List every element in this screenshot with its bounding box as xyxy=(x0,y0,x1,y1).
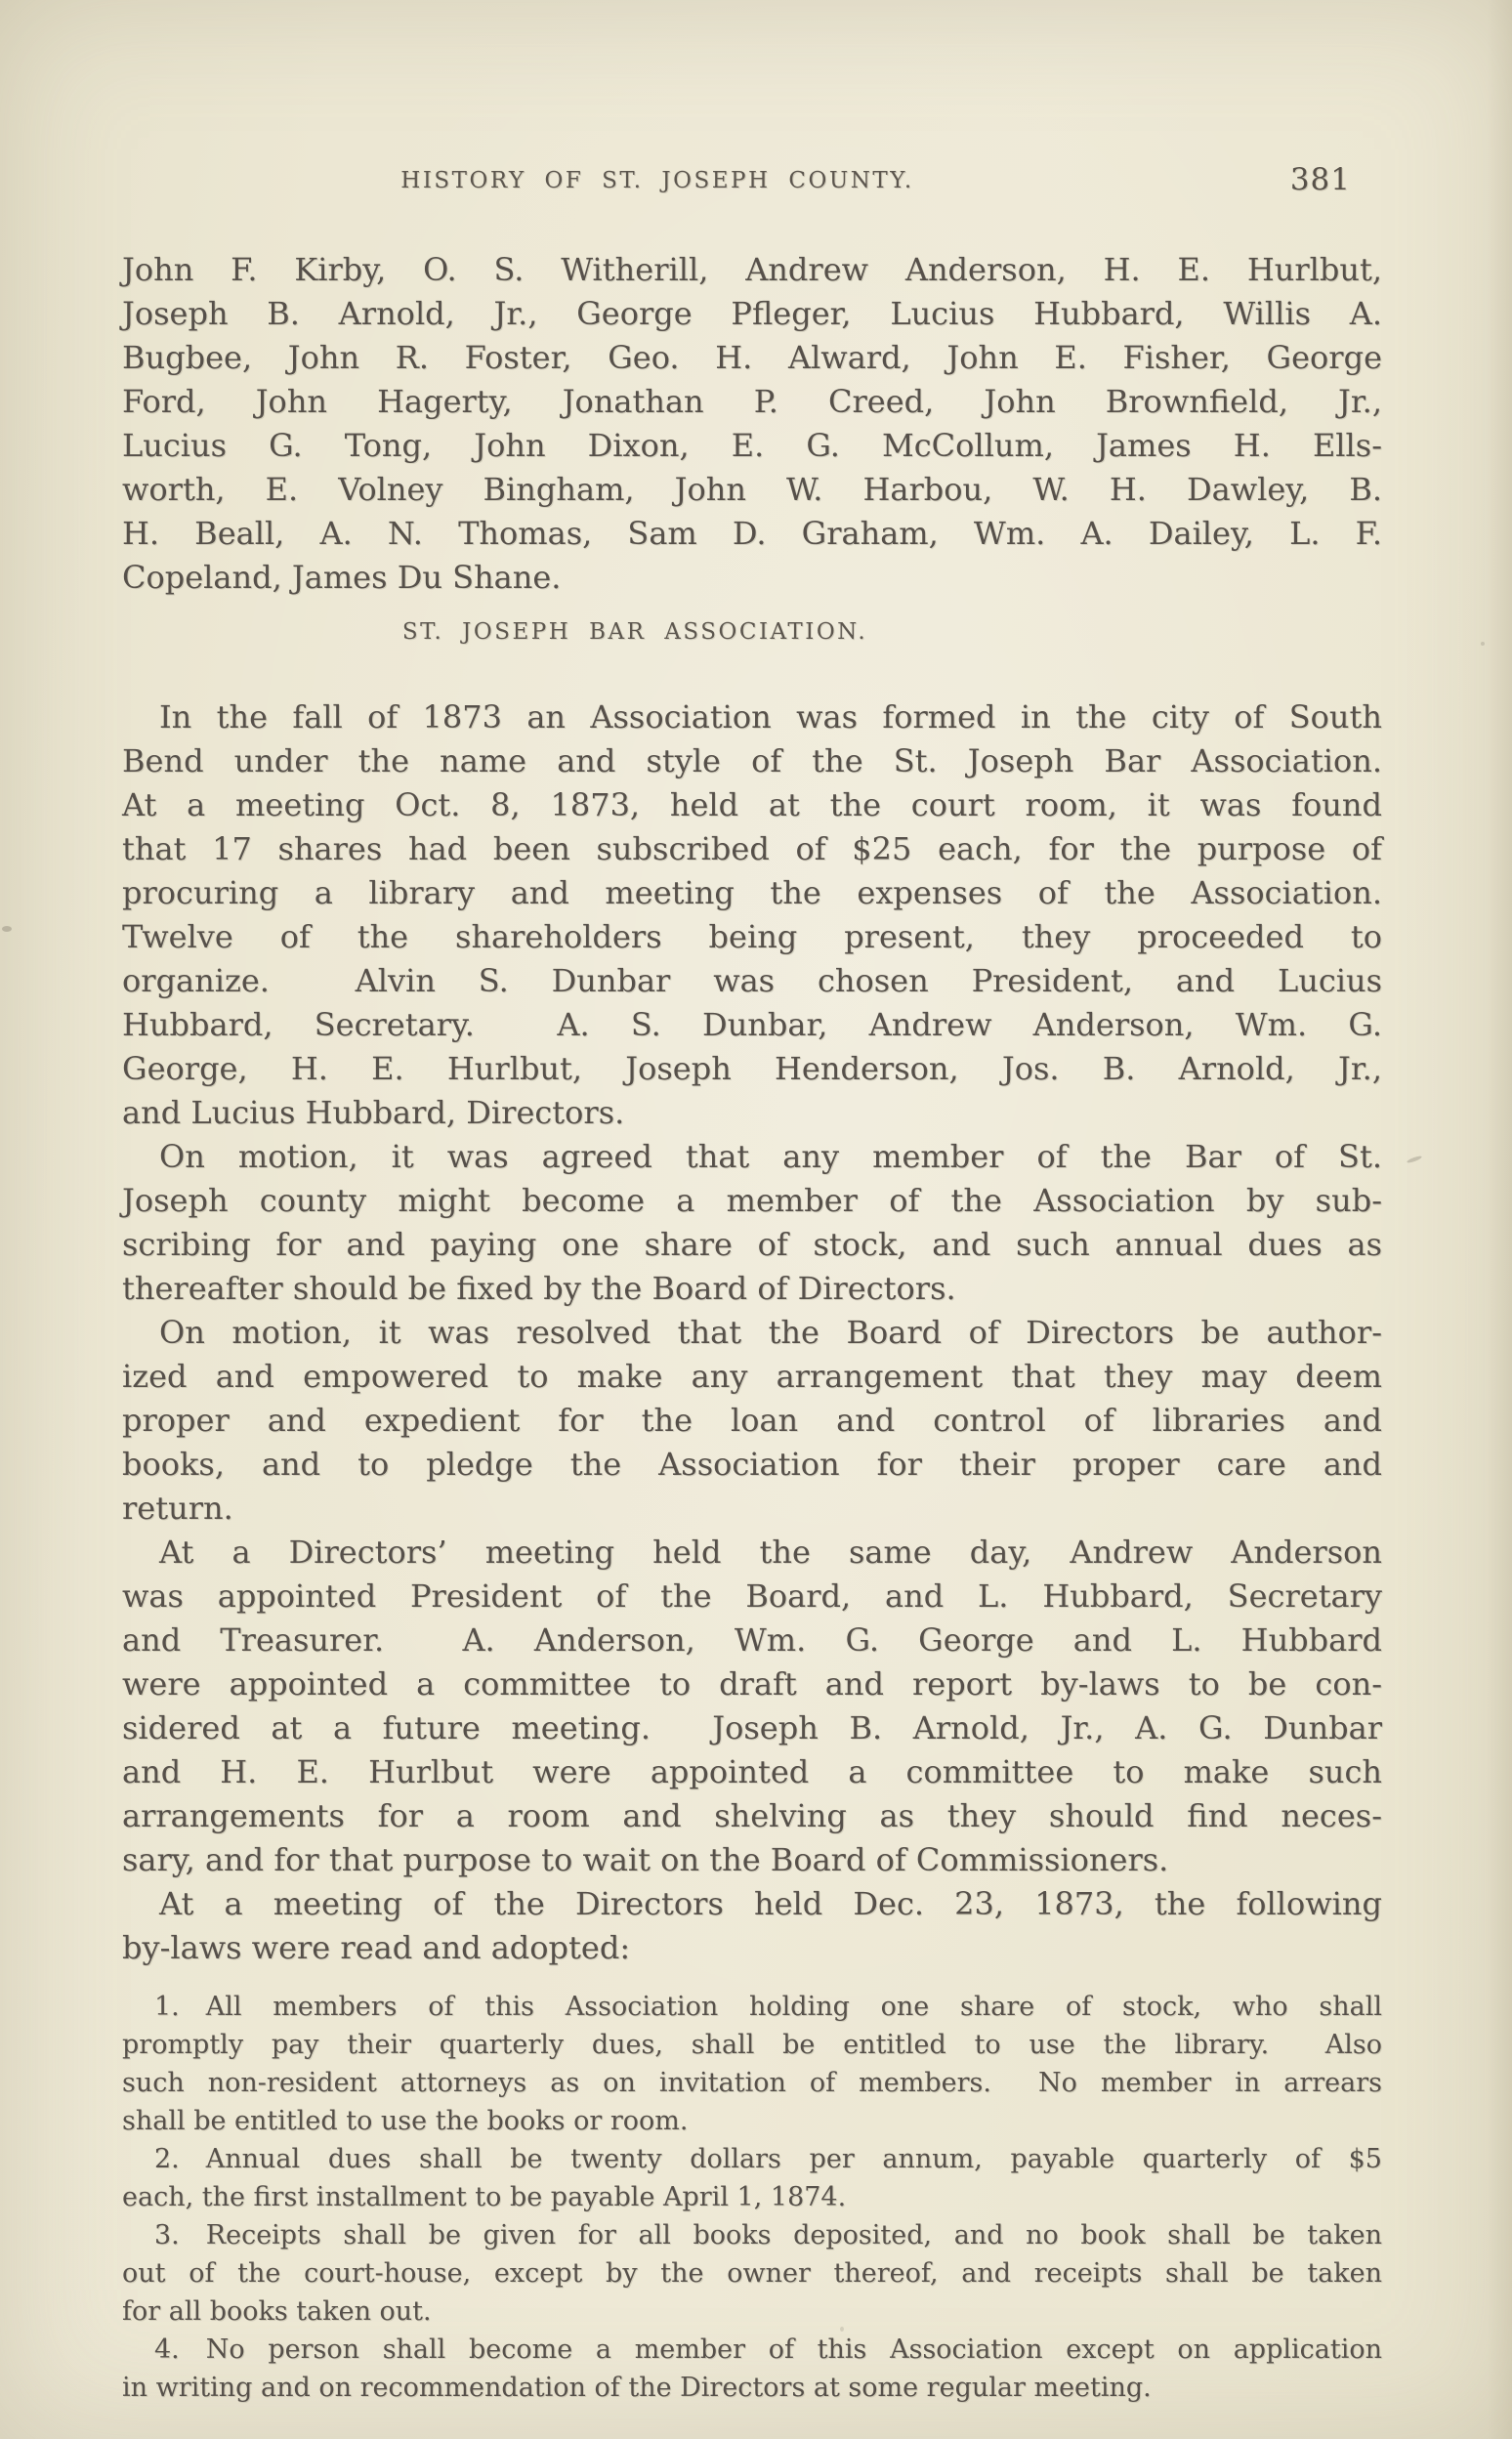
text-line: At a meeting Oct. 8, 1873, held at the court room, it was found xyxy=(122,786,1382,823)
text-line: scribing for and paying one share of stock, and such annual dues as xyxy=(122,1226,1382,1263)
text-line: that 17 shares had been subscribed of $25 each, for the purpose of xyxy=(122,830,1382,867)
text-line: and H. E. Hurlbut were appointed a committee to make such xyxy=(122,1753,1382,1790)
paragraph-membership-motion xyxy=(122,1135,1382,1311)
bylaw-item-1 xyxy=(122,1988,1382,2140)
text-line: such non-resident attorneys as on invitation of members. No member in arrears xyxy=(122,2068,1382,2098)
text-line: and Lucius Hubbard, Directors. xyxy=(122,1094,625,1131)
text-line: H. Beall, A. N. Thomas, Sam D. Graham, Wm. A. Dailey, L. F. xyxy=(122,515,1382,552)
text-line: Lucius G. Tong, John Dixon, E. G. McCollum, James H. Ells- xyxy=(122,427,1382,464)
text-line: procuring a library and meeting the expenses of the Association. xyxy=(122,874,1382,911)
bylaws-list xyxy=(122,1988,1382,2407)
paper-speck xyxy=(2,926,12,932)
bylaw-item-2 xyxy=(122,2140,1382,2216)
text-line: Ford, John Hagerty, Jonathan P. Creed, John Brownfield, Jr., xyxy=(122,383,1382,420)
paragraph-association-formation xyxy=(122,695,1382,1135)
text-line: 4. No person shall become a member of this Association except on application xyxy=(154,2334,1382,2365)
text-line: Joseph B. Arnold, Jr., George Pfleger, Lucius Hubbard, Willis A. xyxy=(122,295,1382,332)
text-line: return. xyxy=(122,1490,233,1527)
text-line: Bend under the name and style of the St. Joseph Bar Association. xyxy=(122,742,1382,779)
text-line: out of the court-house, except by the owner thereof, and receipts shall be taken xyxy=(122,2258,1382,2289)
text-line: for all books taken out. xyxy=(122,2296,432,2327)
text-line: At a Directors’ meeting held the same day, Andrew Anderson xyxy=(159,1534,1382,1571)
text-line: were appointed a committee to draft and report by-laws to be con- xyxy=(122,1665,1382,1703)
page-edge-shading xyxy=(1487,0,1512,2439)
text-line: organize. Alvin S. Dunbar was chosen President, and Lucius xyxy=(122,962,1382,999)
text-line: shall be entitled to use the books or room. xyxy=(122,2106,689,2136)
paragraph-attorney-names xyxy=(122,248,1382,600)
paragraph-directors-meeting xyxy=(122,1531,1382,1882)
page-number: 381 xyxy=(1289,162,1351,197)
text-line: On motion, it was agreed that any member of the Bar of St. xyxy=(159,1138,1382,1175)
text-line: sidered at a future meeting. Joseph B. Arnold, Jr., A. G. Dunbar xyxy=(122,1709,1382,1746)
text-line: At a meeting of the Directors held Dec. 23, 1873, the following xyxy=(159,1885,1382,1922)
text-line: George, H. E. Hurlbut, Joseph Henderson, Jos. B. Arnold, Jr., xyxy=(122,1050,1382,1087)
paragraph-bylaws-intro xyxy=(122,1882,1382,1970)
text-line: worth, E. Volney Bingham, John W. Harbou, W. H. Dawley, B. xyxy=(122,471,1382,508)
page-header xyxy=(122,162,1382,207)
text-line: promptly pay their quarterly dues, shall be entitled to use the library. Also xyxy=(122,2030,1382,2060)
text-line: each, the first installment to be payable April 1, 1874. xyxy=(122,2182,847,2212)
paper-speck xyxy=(840,2327,844,2332)
text-line: John F. Kirby, O. S. Witherill, Andrew Anderson, H. E. Hurlbut, xyxy=(122,251,1382,288)
text-line: 1. All members of this Association holding one share of stock, who shall xyxy=(154,1992,1382,2022)
running-head-title: HISTORY OF ST. JOSEPH COUNTY. xyxy=(400,168,914,193)
text-line: Hubbard, Secretary. A. S. Dunbar, Andrew Anderson, Wm. G. xyxy=(122,1006,1382,1043)
text-line: In the fall of 1873 an Association was formed in the city of South xyxy=(159,698,1382,736)
paragraph-library-motion xyxy=(122,1311,1382,1531)
text-line: 2. Annual dues shall be twenty dollars per annum, payable quarterly of $5 xyxy=(154,2144,1382,2174)
text-line: was appointed President of the Board, and L. Hubbard, Secretary xyxy=(122,1577,1382,1615)
text-line: Bugbee, John R. Foster, Geo. H. Alward, John E. Fisher, George xyxy=(122,339,1382,376)
paper-speck xyxy=(1407,1155,1422,1163)
paper-speck xyxy=(1481,642,1485,646)
page-body xyxy=(122,248,1382,2407)
text-line: by-laws were read and adopted: xyxy=(122,1929,631,1966)
bylaw-item-3 xyxy=(122,2216,1382,2331)
text-line: arrangements for a room and shelving as they should find neces- xyxy=(122,1797,1382,1834)
section-heading: ST. JOSEPH BAR ASSOCIATION. xyxy=(401,619,868,645)
text-line: sary, and for that purpose to wait on the Board of Commissioners. xyxy=(122,1841,1169,1878)
text-line: proper and expedient for the loan and control of libraries and xyxy=(122,1402,1382,1439)
text-line: On motion, it was resolved that the Board of Directors be author- xyxy=(159,1314,1382,1351)
text-line: ized and empowered to make any arrangement that they may deem xyxy=(122,1358,1382,1395)
text-line: and Treasurer. A. Anderson, Wm. G. George and L. Hubbard xyxy=(122,1621,1382,1659)
text-line: thereafter should be fixed by the Board of Directors. xyxy=(122,1270,956,1307)
text-line: in writing and on recommendation of the Directors at some regular meeting. xyxy=(122,2373,1152,2403)
bylaw-item-4 xyxy=(122,2331,1382,2407)
text-line: Copeland, James Du Shane. xyxy=(122,559,562,596)
text-line: 3. Receipts shall be given for all books deposited, and no book shall be taken xyxy=(154,2220,1382,2250)
text-line: Joseph county might become a member of the Association by sub- xyxy=(122,1182,1382,1219)
text-line: books, and to pledge the Association for their proper care and xyxy=(122,1446,1382,1483)
text-line: Twelve of the shareholders being present, they proceeded to xyxy=(122,918,1382,955)
